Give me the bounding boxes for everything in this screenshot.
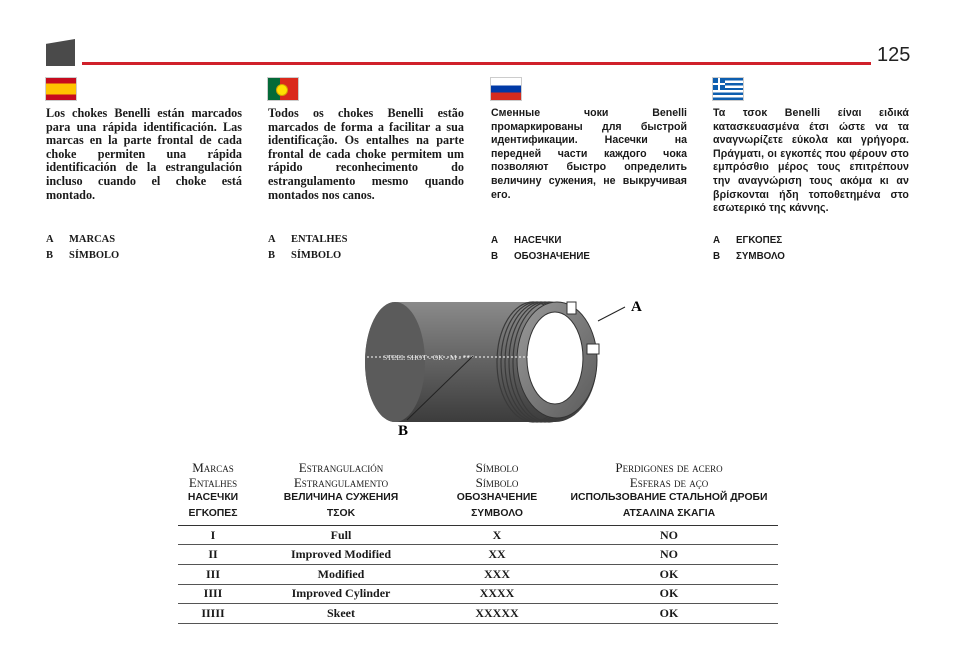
legend-item: A ENTALHES (268, 234, 348, 245)
paragraph-es: Los chokes Benelli están marcados para una rápida identificación. Las marcas en la parte frontal de cada choke permiten una rápida identificación de la estrangulación incluso cuando el choke está montado. (46, 106, 242, 202)
table-cell: OK (560, 565, 778, 585)
flag-portugal-icon (268, 78, 298, 100)
table-cell: Improved Cylinder (248, 584, 434, 604)
leader-line-a (598, 307, 625, 321)
legend-item: B ΣΥΜΒΟΛΟ (713, 251, 785, 262)
table-cell: III (178, 565, 248, 585)
table-cell: OK (560, 584, 778, 604)
paragraph-ru: Сменные чоки Benelli промаркированы для быстрой идентификации. Насечки на передней части каждого чока позволяют быстро определить величину сужения, не выкручивая его. (491, 107, 687, 201)
table-cell: NO (560, 525, 778, 545)
table-cell: XXX (434, 565, 560, 585)
legend-item: B SÍMBOLO (46, 250, 120, 261)
flag-greece-icon (713, 78, 743, 100)
legend-item: B SÍMBOLO (268, 250, 342, 261)
table-cell: I (178, 525, 248, 545)
legend-item: A НАСЕЧКИ (491, 235, 562, 246)
header-choke: Estrangulación Estrangulamento ВЕЛИЧИНА СУЖЕНИЯ ΤΣΟΚ (283, 460, 399, 519)
legend-item: A MARCAS (46, 234, 116, 245)
legend-es (46, 234, 246, 266)
legend-pt (268, 234, 468, 266)
legend-item: A ΕΓΚΟΠΕΣ (713, 235, 783, 246)
table-cell: NO (560, 545, 778, 565)
table-cell: IIII (178, 584, 248, 604)
header-steel-shot: Perdigones de acero Esferas de aço ИСПОЛЬЗОВАНИЕ СТАЛЬНОЙ ДРОБИ ΑΤΣΑΛΙΝΑ ΣΚΑΓΙΑ (570, 460, 768, 519)
table-cell: IIIII (178, 604, 248, 624)
label-a: A (631, 299, 642, 315)
choke-table (178, 458, 778, 624)
engraving-text: STEEL SHOT - OK - M - *** (383, 353, 475, 362)
legend-gr (713, 235, 913, 267)
header-rule (82, 62, 871, 65)
paragraph-gr: Τα τσοκ Benelli είναι ειδικά κατασκευασμένα έτσι ώστε να τα αναγνωρίζετε εύκολα και γρήγορα. Πράγματι, οι εγκοπές που φέρουν στο εμπρόσθιο μέρος τους επιτρέπουν την αναγνώριση τους ακόμα κι αν βρίσκονται ήδη τοποθετημένα στο εσωτερικό της κάννης. (713, 107, 909, 215)
table-row (178, 525, 778, 545)
table-cell: XX (434, 545, 560, 565)
page-corner-mark (46, 39, 75, 66)
table-cell: Improved Modified (248, 545, 434, 565)
header-symbol: Símbolo Símbolo ОБОЗНАЧЕНИЕ ΣΥΜΒΟΛΟ (456, 460, 538, 519)
choke-tube (365, 302, 599, 422)
legend-ru (491, 235, 691, 267)
notch-mark (587, 344, 599, 354)
page-number: 125 (877, 44, 911, 66)
table-row (178, 565, 778, 585)
table-cell: Skeet (248, 604, 434, 624)
table-cell: XXXXX (434, 604, 560, 624)
paragraph-pt: Todos os chokes Benelli estão marcados de forma a facilitar a sua identificação. Os entalhes na parte frontal de cada choke permitem um rápido reconhecimento do estrangulamento mesmo quando montados nos canos. (268, 106, 464, 202)
table-cell: XXXX (434, 584, 560, 604)
legend-item: B ОБОЗНАЧЕНИЕ (491, 251, 590, 262)
choke-diagram (355, 290, 655, 440)
notch-mark (567, 302, 576, 314)
flag-spain-icon (46, 78, 76, 100)
table-cell: II (178, 545, 248, 565)
table-cell: X (434, 525, 560, 545)
table-header-row (178, 458, 778, 525)
flag-russia-icon (491, 78, 521, 100)
table-cell: Modified (248, 565, 434, 585)
table-row (178, 584, 778, 604)
table-row (178, 545, 778, 565)
table-cell: Full (248, 525, 434, 545)
table-cell: OK (560, 604, 778, 624)
header-marks: Marcas Entalhes НАСЕЧКИ ΕΓΚΟΠΕΣ (187, 460, 239, 519)
table-row (178, 604, 778, 624)
label-b: B (398, 423, 409, 439)
